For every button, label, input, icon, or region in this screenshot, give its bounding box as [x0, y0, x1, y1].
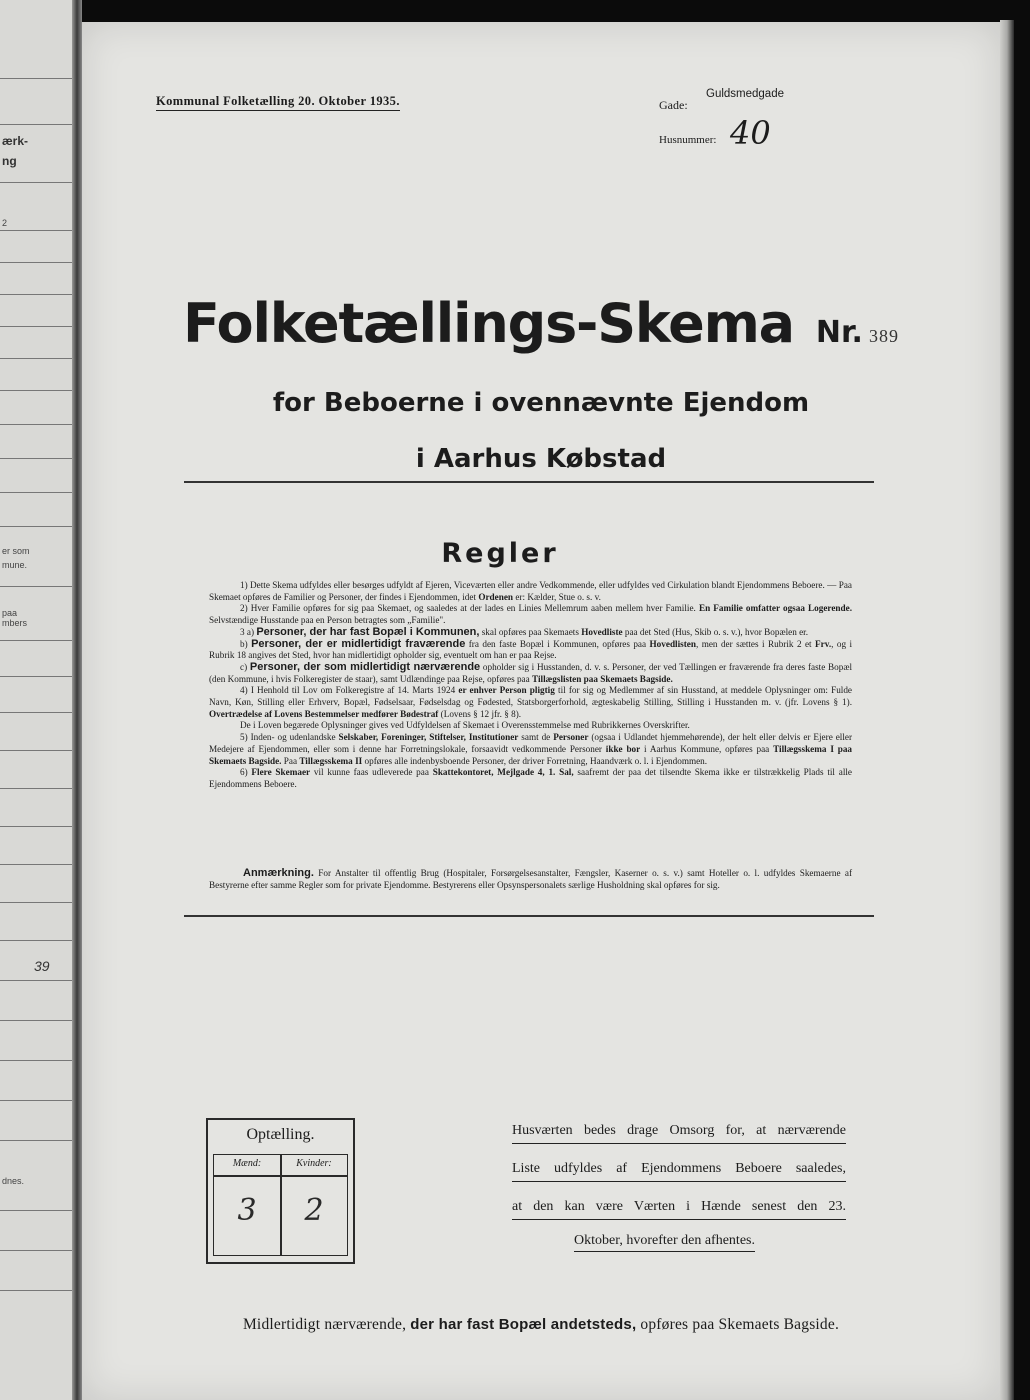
kvinder-label: Kvinder: [296, 1158, 332, 1169]
optaelling-table [213, 1154, 348, 1256]
left-page-text: paa [2, 608, 18, 618]
left-page-text: er som [2, 546, 30, 556]
left-page-rule [0, 526, 72, 527]
optaelling-box [206, 1118, 355, 1264]
left-page-text: mbers [2, 618, 28, 628]
census-header: Kommunal Folketælling 20. Oktober 1935. [156, 94, 400, 111]
title-nr-value: 389 [868, 326, 899, 346]
left-page-rule [0, 864, 72, 865]
footer-part-1: Midlertidigt nærværende, [242, 1316, 407, 1333]
optaelling-header-rule [214, 1175, 347, 1177]
left-page-rule [0, 1140, 72, 1141]
notice-line-3: at den kan være Værten i Hænde senest den 23. [512, 1199, 846, 1214]
divider-bottom [184, 915, 874, 917]
left-page-rule [0, 424, 72, 425]
page-edge [1000, 20, 1014, 1400]
left-page-rule [0, 788, 72, 789]
rules-text [209, 580, 852, 791]
left-page-rule [0, 902, 72, 903]
rule-2: 2) Hver Familie opføres for sig paa Skemaet, og saaledes at der lades en Linies Mellemrum aaben mellem hver Familie. En Familie omfatter ogsaa Logerende. Selvstændige Husstande paa en Person betragtes som „Familie". [209, 603, 852, 626]
left-page-rule [0, 458, 72, 459]
regler-heading: Regler [441, 538, 559, 569]
title-main: Folketællings-Skema [183, 292, 794, 355]
notice-line-4: Oktober, hvorefter den afhentes. [574, 1233, 755, 1252]
left-page-rule [0, 182, 72, 183]
optaelling-title: Optælling. [246, 1126, 315, 1143]
notice-underline [512, 1219, 846, 1220]
form-title [82, 292, 1000, 355]
subtitle-aarhus: i Aarhus Købstad [415, 444, 667, 474]
notice-underline [512, 1181, 846, 1182]
left-page-handwritten: 39 [34, 958, 50, 974]
left-page-rule [0, 712, 72, 713]
rule-5: 5) Inden- og udenlandske Selskaber, Foreninger, Stiftelser, Institutioner samt de Personer (ogsaa i Udlandet hjemmehørende), der helt eller delvis er Ejere eller Medejere af Ejendommen, eller som i denne har Forretningslokale, forsaavidt vedkommende Personer ikke bor i Aarhus Kommune, opføres paa Tillægsskema I paa Skemaets Bagside. Paa Tillægsskema II opføres alle indenbysboende Personer, der driver Forretning, Haandværk o. l. i Ejendommen. [209, 732, 853, 766]
left-page-rule [0, 750, 72, 751]
left-page-rule [0, 358, 72, 359]
left-page-rule [0, 640, 72, 641]
anmaerkning-label: Anmærkning. [243, 867, 314, 879]
left-page-rule [0, 326, 72, 327]
left-page-text: 2 [2, 218, 8, 228]
left-page-rule [0, 1250, 72, 1251]
left-page-rule [0, 1060, 72, 1061]
left-page-rule [0, 586, 72, 587]
left-page-rule [0, 676, 72, 677]
left-page-text: ng [2, 154, 17, 168]
anmaerkning [209, 868, 852, 891]
footer-note [82, 1316, 1000, 1334]
left-page-rule [0, 940, 72, 941]
subtitle-beboerne: for Beboerne i ovennævnte Ejendom [272, 388, 810, 418]
gade-label: Gade: [659, 98, 688, 112]
footer-part-2: der har fast Bopæl andetsteds, [410, 1316, 637, 1333]
left-page-rule [0, 230, 72, 231]
husnummer-label: Husnummer: [659, 134, 717, 146]
left-page-text: ærk- [2, 134, 29, 148]
left-page-rule [0, 1210, 72, 1211]
anmaerkning-text: For Anstalter til offentlig Brug (Hospitaler, Forsørgelsesanstalter, Fængsler, Kaserner o. s. v.) samt Hoteller o. l. udfyldes Skemaerne af Bestyrerne efter samme Regler som for private Ejendomme. Bestyrerens eller Opsynspersonalets særlige Husholdning skal opføres for sig. [209, 868, 853, 890]
left-page-text: mune. [2, 560, 28, 570]
left-page-rule [0, 980, 72, 981]
title-nr-label: Nr. [815, 315, 863, 350]
notice-underline [512, 1143, 846, 1144]
left-page-rule [0, 1020, 72, 1021]
rule-6: 6) Flere Skemaer vil kunne faas udleverede paa Skattekontoret, Mejlgade 4, 1. Sal, saafremt der paa det tilsendte Skema ikke er tilstrækkelig Plads til alle Ejendommens Beboere. [209, 767, 853, 789]
rule-3b: b) Personer, der er midlertidigt fraværende fra den faste Bopæl i Kommunen, opføres paa Hovedlisten, men der sættes i Rubrik 2 et Frv., og i Rubrik 18 angives det Sted, hvor han midlertidigt opholder sig, eventuelt om han er paa Rejse. [209, 637, 853, 661]
rule-4: 4) I Henhold til Lov om Folkeregistre af 14. Marts 1924 er enhver Person pligtig til for sig og Medlemmer af sin Husstand, at meddele Oplysninger om: Fulde Navn, Køn, Stilling eller Erhverv, Bopæl, Fødselsaar, Fødselsdag og Fødested, Statsborgerforhold, ægteskabelig Stilling, Stilling i Husstanden m. v. (jfr. Lovens § 1). Overtrædelse af Lovens Bestemmelser medfører Bødestraf (Lovens § 12 jfr. § 8). [209, 685, 853, 719]
footer-part-3: opføres paa Skemaets Bagside. [640, 1316, 840, 1333]
left-page-rule [0, 124, 72, 125]
gade-value: Guldsmedgade [706, 88, 784, 100]
kvinder-value: 2 [304, 1193, 324, 1228]
book-spine [72, 0, 82, 1400]
left-page-rule [0, 294, 72, 295]
left-page-rule [0, 1100, 72, 1101]
left-page-rule [0, 826, 72, 827]
left-page-rule [0, 492, 72, 493]
notice-line-2: Liste udfyldes af Ejendommens Beboere saaledes, [512, 1161, 846, 1176]
left-page-rule [0, 78, 72, 79]
husnummer-value: 40 [730, 114, 771, 152]
rule-3a: 3 a) Personer, der har fast Bopæl i Kommunen, skal opføres paa Skemaets Hovedliste paa det Sted (Hus, Skib o. s. v.), hvor Bopælen er. [240, 625, 809, 638]
census-form-page [82, 22, 1000, 1400]
rule-4b: De i Loven begærede Oplysninger gives ved Udfyldelsen af Skemaet i Overensstemmelse med Rubrikkernes Overskrifter. [240, 720, 690, 731]
rule-1: 1) Dette Skema udfyldes eller besørges udfyldt af Ejeren, Viceværten eller andre Vedkommende, eller udfyldes ved Cirkulation blandt Ejendommens Beboere. — Paa Skemaet opføres de Familier og Personer, der findes i Ejendommen, idet Ordenen er: Kælder, Stue o. s. v. [209, 580, 852, 602]
left-page-rule [0, 262, 72, 263]
left-page-text: dnes. [2, 1176, 25, 1186]
left-facing-page [0, 0, 78, 1400]
divider-top [184, 481, 874, 483]
maend-label: Mænd: [232, 1158, 262, 1169]
notice-line-1: Husværten bedes drage Omsorg for, at nærværende [512, 1123, 846, 1138]
left-page-rule [0, 390, 72, 391]
left-page-rule [0, 1290, 72, 1291]
maend-value: 3 [237, 1193, 257, 1228]
rule-3c: c) Personer, der som midlertidigt nærværende opholder sig i Husstanden, d. v. s. Personer, der ved Tællingen er fraværende fra deres faste Bopæl (den Kommune, i hvis Folkeregister de staar), samt Udlændinge paa Rejse, opføres paa Tillægslisten paa Skemaets Bagside. [209, 660, 853, 684]
